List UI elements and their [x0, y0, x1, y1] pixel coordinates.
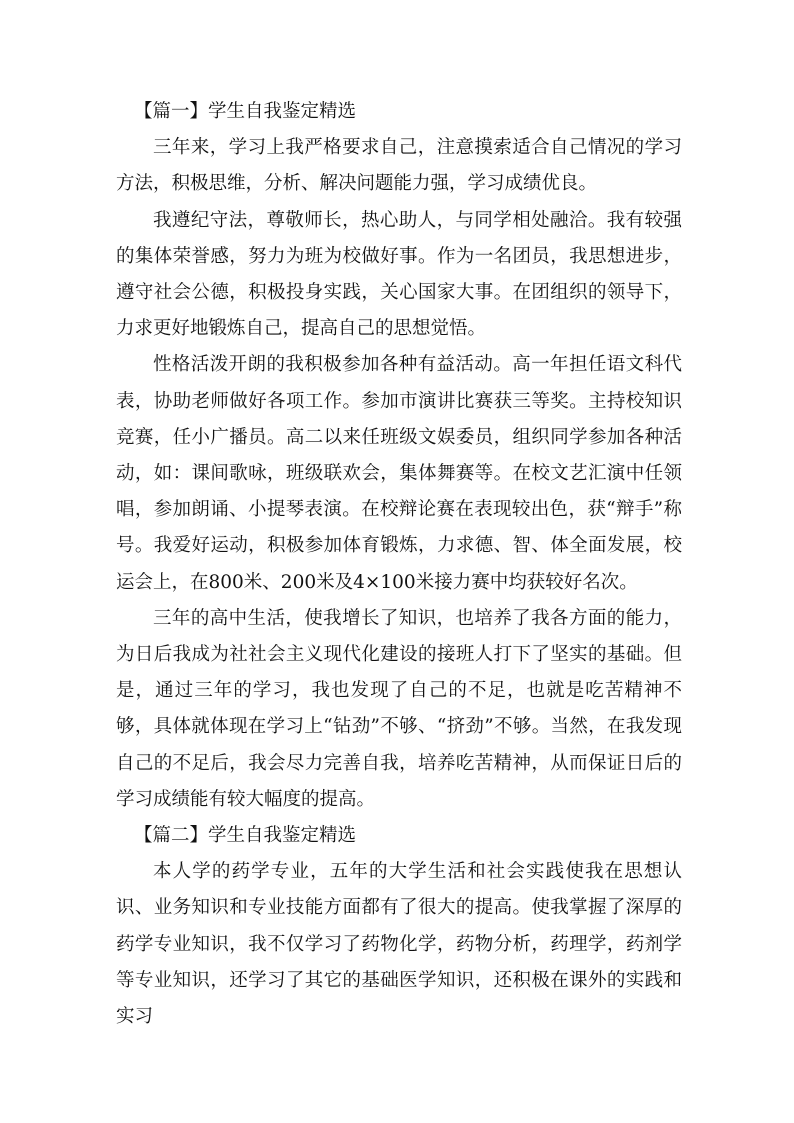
section-heading-1: 【篇一】学生自我鉴定精选	[134, 101, 357, 122]
document-page	[116, 94, 682, 1035]
paragraph-1-3: 性格活泼开朗的我积极参加各种有益活动。高一年担任语文科代表，协助老师做好各项工作。参加市演讲比赛获三等奖。主持校知识竞赛，任小广播员。高二以来任班级文娱委员，组织同学参加各种活动，如：课间歌咏，班级联欢会，集体舞赛等。在校文艺汇演中任领唱，参加朗诵、小提琴表演。在校辩论赛在表现较出色，获“辩手”称号。我爱好运动，积极参加体育锻炼，力求德、智、体全面发展，校运会上，在800米、200米及4×100米接力赛中均获较好名次。	[116, 354, 682, 593]
paragraph-2-1: 本人学的药学专业，五年的大学生活和社会实践使我在思想认识、业务知识和专业技能方面都有了很大的提高。使我掌握了深厚的药学专业知识，我不仅学习了药物化学，药物分析，药理学，药剂学等专业知识，还学习了其它的基础医学知识，还积极在课外的实践和实习	[116, 861, 682, 1028]
paragraph-1-4: 三年的高中生活，使我增长了知识，也培养了我各方面的能力，为日后我成为社社会主义现代化建设的接班人打下了坚实的基础。但是，通过三年的学习，我也发现了自己的不足，也就是吃苦精神不够，具体就体现在学习上“钻劲”不够、“挤劲”不够。当然，在我发现自己的不足后，我会尽力完善自我，培养吃苦精神，从而保证日后的学习成绩能有较大幅度的提高。	[116, 607, 682, 810]
paragraph-1-1: 三年来，学习上我严格要求自己，注意摸索适合自己情况的学习方法，积极思维，分析、解决问题能力强，学习成绩优良。	[116, 137, 682, 195]
section-heading-2: 【篇二】学生自我鉴定精选	[134, 825, 357, 847]
paragraph-1-2: 我遵纪守法，尊敬师长，热心助人，与同学相处融洽。我有较强的集体荣誉感，努力为班为校做好事。作为一名团员，我思想进步，遵守社会公德，积极投身实践，关心国家大事。在团组织的领导下，力求更好地锻炼自己，提高自己的思想觉悟。	[116, 209, 682, 340]
